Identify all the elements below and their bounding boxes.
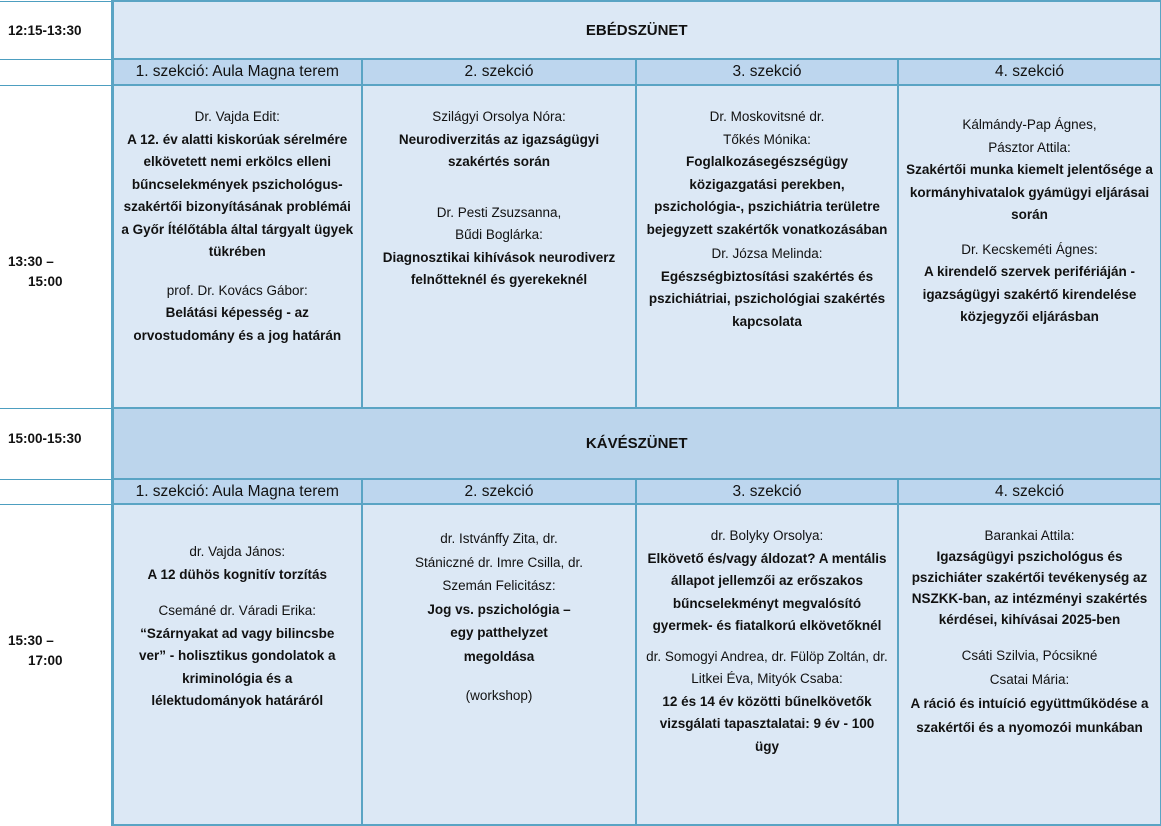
presentation bbox=[120, 106, 356, 264]
presentation-title: 12 és 14 év közötti bűnelkövetők vizsgálati tapasztalatai: 9 év - 100 ügy bbox=[659, 693, 875, 754]
speaker: Dr. Józsa Melinda: bbox=[711, 246, 823, 261]
presentation bbox=[120, 280, 356, 348]
coffee-break-label: KÁVÉSZÜNET bbox=[112, 408, 1161, 479]
speaker: Barankai Attila: bbox=[984, 528, 1075, 543]
presentation-title: A 12 dühös kognitív torzítás bbox=[147, 566, 328, 582]
presentation-title: Elkövető és/vagy áldozat? A mentális állapot jellemzői az erőszakos bűncselekményt megvalósító gyermek- és fiatalkorú elkövetőknél bbox=[647, 550, 887, 633]
session-cell-b2-s2 bbox=[362, 504, 636, 825]
presentation-title: Jog vs. pszichológia – egy patthelyzet megoldása bbox=[427, 601, 571, 664]
presentation bbox=[120, 600, 356, 713]
session-block-1 bbox=[0, 85, 1161, 408]
presentation-title: “Szárnyakat ad vagy bilincsbe ver” - holisztikus gondolatok a kriminológia és a lélektudományok határáról bbox=[138, 625, 336, 708]
time-slot-empty bbox=[0, 59, 112, 85]
session-cell-b1-s3 bbox=[636, 85, 898, 408]
session-cell-b2-s3 bbox=[636, 504, 898, 825]
session-cell-b1-s4 bbox=[898, 85, 1161, 408]
section-header-1: 1. szekció: Aula Magna terem bbox=[112, 479, 362, 504]
presentation bbox=[643, 525, 891, 638]
speaker: Csáti Szilvia, Pócsikné Csatai Mária: bbox=[961, 648, 1098, 687]
presentation-title: Egészségbiztosítási szakértés és pszichiátriai, pszichológiai szakértés kapcsolata bbox=[648, 268, 886, 329]
time-slot-coffee: 15:00-15:30 bbox=[0, 408, 112, 479]
presentation-title: Igazságügyi pszichológus és pszichiáter szakértői tevékenység az NSZKK-ban, az intézményi szakértés kérdései, kihívásai 2025-ben bbox=[911, 549, 1148, 627]
presentation bbox=[643, 243, 891, 333]
section-header-2: 2. szekció bbox=[362, 479, 636, 504]
speaker: dr. Bolyky Orsolya: bbox=[710, 528, 824, 543]
presentation bbox=[369, 202, 629, 292]
speaker: Dr. Moskovitsné dr. Tőkés Mónika: bbox=[709, 109, 825, 147]
speaker: dr. Vajda János: bbox=[189, 544, 286, 559]
time-end: 17:00 bbox=[28, 652, 63, 668]
coffee-break-row bbox=[0, 408, 1161, 479]
time-start: 15:30 – bbox=[8, 632, 54, 648]
workshop-note: (workshop) bbox=[465, 688, 533, 703]
presentation-title: A ráció és intuíció együttműködése a szakértői és a nyomozói munkában bbox=[910, 696, 1149, 735]
speaker: Csemáné dr. Váradi Erika: bbox=[158, 603, 317, 618]
speaker: prof. Dr. Kovács Gábor: bbox=[166, 282, 308, 298]
time-slot-lunch: 12:15-13:30 bbox=[0, 1, 112, 59]
section-header-2: 2. szekció bbox=[362, 59, 636, 85]
presentation-title: Foglalkozásegészségügy közigazgatási perekben, pszichológia-, pszichiátria területre bejegyzett szakértők vonatkozásában bbox=[646, 154, 888, 237]
lunch-break-label: EBÉDSZÜNET bbox=[112, 1, 1161, 59]
presentation bbox=[369, 527, 629, 708]
time-end: 15:00 bbox=[28, 273, 63, 289]
speaker: Dr. Kecskeméti Ágnes: bbox=[961, 241, 1098, 257]
presentation bbox=[643, 646, 891, 759]
time-start: 13:30 – bbox=[8, 253, 54, 269]
presentation-title: Neurodiverzitás az igazságügyi szakértés során bbox=[398, 131, 600, 169]
presentation-title: A kirendelő szervek perifériáján - igazságügyi szakértő kirendelése közjegyzői eljárásban bbox=[922, 264, 1137, 324]
speaker: Szilágyi Orsolya Nóra: bbox=[432, 109, 566, 124]
presentation bbox=[905, 525, 1154, 630]
section-header-3: 3. szekció bbox=[636, 59, 898, 85]
session-cell-b2-s1 bbox=[112, 504, 362, 825]
section-header-4: 4. szekció bbox=[898, 479, 1161, 504]
session-cell-b1-s2 bbox=[362, 85, 636, 408]
speaker: Dr. Pesti Zsuzsanna, Bűdi Boglárka: bbox=[436, 204, 562, 242]
section-header-3: 3. szekció bbox=[636, 479, 898, 504]
speaker: dr. Somogyi Andrea, dr. Fülöp Zoltán, dr. Litkei Éva, Mityók Csaba: bbox=[646, 648, 888, 686]
presentation bbox=[643, 106, 891, 241]
speaker: Dr. Vajda Edit: bbox=[194, 109, 280, 124]
presentation bbox=[120, 541, 356, 586]
presentation bbox=[369, 106, 629, 174]
section-header-row bbox=[0, 479, 1161, 504]
section-header-1: 1. szekció: Aula Magna terem bbox=[112, 59, 362, 85]
presentation-title: Diagnosztikai kihívások neurodiverz felnőtteknél és gyerekeknél bbox=[382, 249, 616, 287]
presentation-title: Szakértői munka kiemelt jelentősége a kormányhivatalok gyámügyi eljárásai során bbox=[906, 162, 1153, 222]
section-header-row bbox=[0, 59, 1161, 85]
speaker: dr. Istvánffy Zita, dr. Stániczné dr. Imre Csilla, dr. Szemán Felicitász: bbox=[414, 531, 584, 593]
session-cell-b1-s1 bbox=[112, 85, 362, 408]
presentation-title: A 12. év alatti kiskorúak sérelmére elkövetett nemi erkölcs elleni bűncselekmények pszichológus-szakértői bizonyításának problémái a Győr Ítélőtábla által tárgyalt ügyek tükrében bbox=[121, 131, 354, 259]
session-block-2 bbox=[0, 504, 1161, 825]
lunch-break-row bbox=[0, 1, 1161, 59]
section-header-4: 4. szekció bbox=[898, 59, 1161, 85]
presentation-title: Belátási képesség - az orvostudomány és a jog határán bbox=[133, 305, 342, 343]
presentation bbox=[905, 644, 1154, 740]
session-cell-b2-s4 bbox=[898, 504, 1161, 825]
time-slot-block-2 bbox=[0, 504, 112, 825]
speaker: Kálmándy-Pap Ágnes, Pásztor Attila: bbox=[962, 117, 1097, 155]
presentation bbox=[905, 114, 1154, 227]
time-slot-block-1 bbox=[0, 85, 112, 408]
presentation bbox=[905, 239, 1154, 329]
time-slot-empty bbox=[0, 479, 112, 504]
